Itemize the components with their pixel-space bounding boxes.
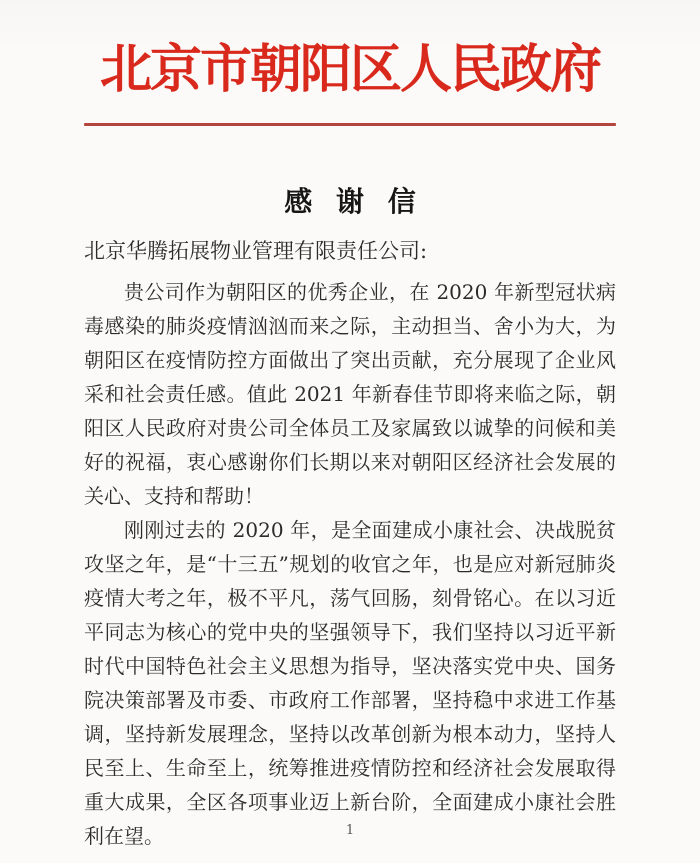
letter-paragraph-2: 刚刚过去的 2020 年，是全面建成小康社会、决战脱贫攻坚之年，是“十三五”规划的收官之年，也是应对新冠肺炎疫情大考之年，极不平凡，荡气回肠，刻骨铭心。在以习近平同志为核心的党中央的坚强领导下，我们坚持以习近平新时代中国特色社会主义思想为指导，坚决落实党中央、国务院决策部署及市委、市政府工作部署，坚持稳中求进工作基调，坚持新发展理念，坚持以改革创新为根本动力，坚持人民至上、生命至上，统筹推进疫情防控和经济社会发展取得重大成果，全区各项事业迈上新台阶，全面建成小康社会胜利在望。: [84, 518, 616, 848]
page-number: 1: [345, 823, 355, 838]
letter-paragraph-1: 贵公司作为朝阳区的优秀企业，在 2020 年新型冠状病毒感染的肺炎疫情汹汹而来之际，主动担当、舍小为大，为朝阳区在疫情防控方面做出了突出贡献，充分展现了企业风采和社会责任感。值此 2021 年新春佳节即将来临之际，朝阳区人民政府对贵公司全体员工及家属致以诚挚的问候和美好的祝福，衷心感谢你们长期以来对朝阳区经济社会发展的关心、支持和帮助！: [84, 280, 616, 508]
letter-salutation: 北京华腾拓展物业管理有限责任公司:: [84, 239, 428, 263]
letterhead-org-name: 北京市朝阳区人民政府: [99, 39, 600, 100]
letter-title: 感 谢 信: [284, 185, 416, 218]
letterhead-divider: [84, 123, 616, 126]
letter-body: [84, 180, 616, 853]
